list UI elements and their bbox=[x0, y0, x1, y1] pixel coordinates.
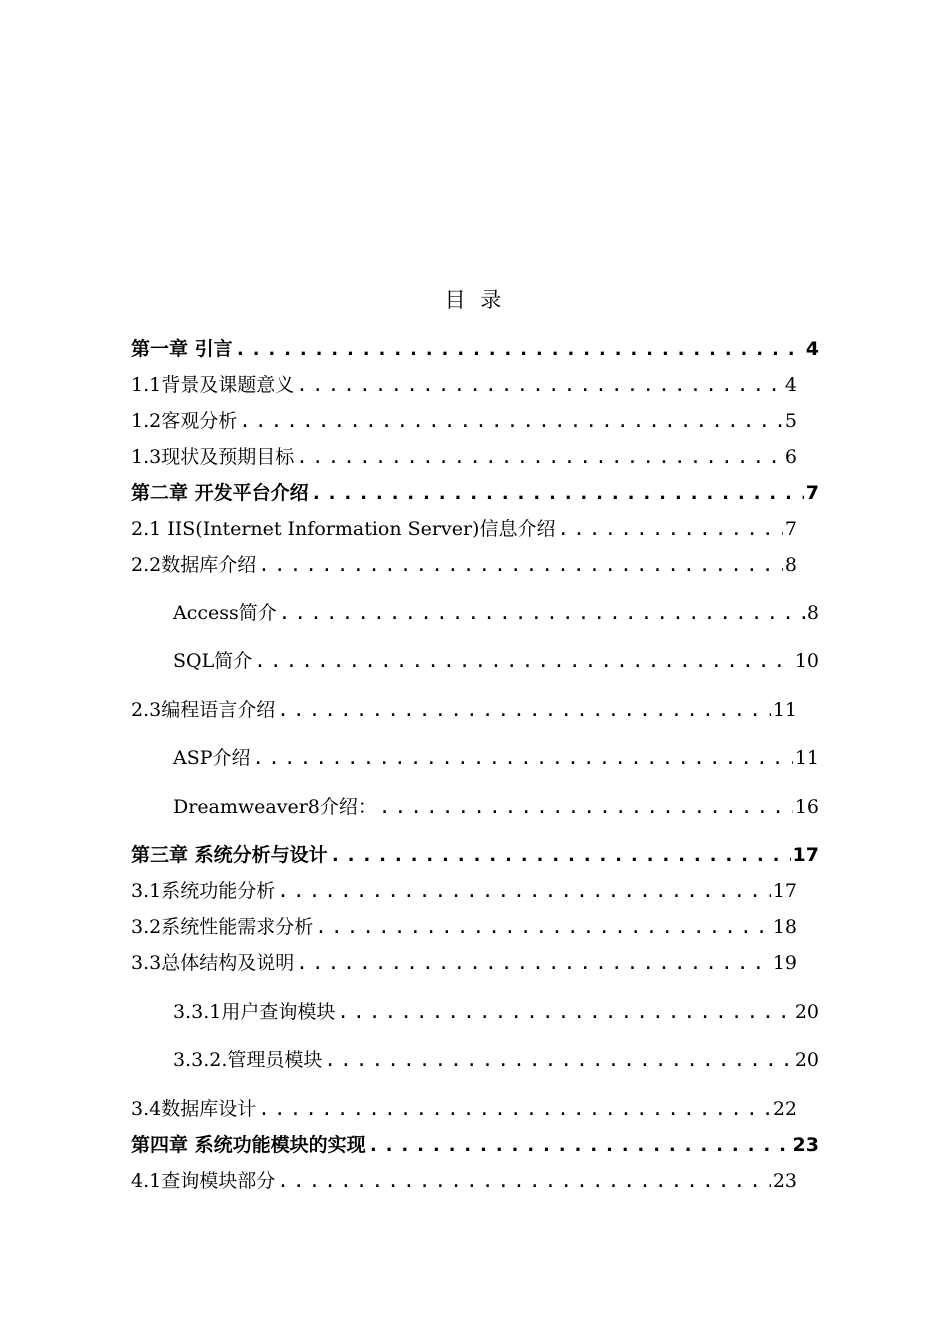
toc-entry-page: 17 bbox=[792, 844, 819, 866]
toc-entry-subsection[interactable] bbox=[173, 744, 819, 772]
dot-leader bbox=[379, 793, 793, 821]
dot-leader bbox=[337, 998, 792, 1026]
toc-entry-label: 1.1背景及课题意义 bbox=[131, 374, 295, 396]
dot-leader bbox=[239, 407, 783, 435]
toc-entry-label: Access简介 bbox=[173, 602, 277, 624]
toc-entry-label: 1.3现状及预期目标 bbox=[131, 446, 295, 468]
toc-entry-label: SQL简介 bbox=[173, 650, 253, 672]
toc-entry-section[interactable] bbox=[131, 696, 797, 724]
toc-entry-section[interactable] bbox=[131, 949, 797, 977]
toc-entry-label: 3.3.1用户查询模块 bbox=[173, 1001, 336, 1023]
dot-leader bbox=[311, 479, 804, 507]
toc-entry-subsection[interactable] bbox=[173, 647, 819, 675]
toc-title: 目 录 bbox=[444, 288, 506, 312]
toc-entry-page: 19 bbox=[772, 952, 797, 974]
toc-entry-label: 2.3编程语言介绍 bbox=[131, 699, 276, 721]
toc-entry-label: 第二章 开发平台介绍 bbox=[131, 482, 309, 504]
dot-leader bbox=[330, 841, 791, 869]
toc-entry-chapter[interactable] bbox=[131, 479, 819, 507]
toc-entry-page: 23 bbox=[772, 1170, 797, 1192]
dot-leader bbox=[258, 1095, 771, 1123]
toc-entry-chapter[interactable] bbox=[131, 335, 819, 363]
toc-entry-label: Dreamweaver8介绍： bbox=[173, 796, 377, 818]
toc-entry-label: 2.2数据库介绍 bbox=[131, 554, 257, 576]
toc-entry-label: ASP介绍 bbox=[173, 747, 251, 769]
dot-leader bbox=[258, 551, 783, 579]
toc-entry-subsection[interactable] bbox=[173, 1046, 819, 1074]
dot-leader bbox=[296, 371, 783, 399]
toc-entry-label: 4.1查询模块部分 bbox=[131, 1170, 276, 1192]
toc-entry-chapter[interactable] bbox=[131, 841, 819, 869]
toc-entry-section[interactable] bbox=[131, 1095, 797, 1123]
dot-leader bbox=[324, 1046, 792, 1074]
toc-entry-chapter[interactable] bbox=[131, 1131, 819, 1159]
toc-entry-page: 8 bbox=[806, 602, 819, 624]
toc-entry-label: 3.4数据库设计 bbox=[131, 1098, 257, 1120]
dot-leader bbox=[235, 335, 804, 363]
toc-entry-section[interactable] bbox=[131, 1167, 797, 1195]
toc-entry-page: 10 bbox=[794, 650, 819, 672]
toc-entry-page: 18 bbox=[772, 916, 797, 938]
toc-entry-label: 第三章 系统分析与设计 bbox=[131, 844, 328, 866]
dot-leader bbox=[253, 744, 793, 772]
toc-entry-page: 16 bbox=[794, 796, 819, 818]
dot-leader bbox=[279, 599, 805, 627]
toc-entry-label: 3.2系统性能需求分析 bbox=[131, 916, 314, 938]
toc-entry-page: 6 bbox=[784, 446, 797, 468]
toc-entry-label: 3.3总体结构及说明 bbox=[131, 952, 295, 974]
toc-entry-page: 20 bbox=[794, 1001, 819, 1023]
toc-entry-section[interactable] bbox=[131, 443, 797, 471]
toc-entry-label: 2.1 IIS(Internet Information Server)信息介绍 bbox=[131, 518, 556, 540]
dot-leader bbox=[277, 877, 771, 905]
dot-leader bbox=[254, 647, 793, 675]
dot-leader bbox=[296, 949, 771, 977]
dot-leader bbox=[315, 913, 771, 941]
toc-entry-subsection[interactable] bbox=[173, 599, 819, 627]
toc-entry-section[interactable] bbox=[131, 515, 797, 543]
toc-entry-page: 7 bbox=[805, 482, 819, 504]
toc-entry-subsection[interactable] bbox=[173, 998, 819, 1026]
toc-entry-subsection[interactable] bbox=[173, 793, 819, 821]
toc-entry-page: 4 bbox=[784, 374, 797, 396]
dot-leader bbox=[277, 696, 771, 724]
toc-entry-section[interactable] bbox=[131, 913, 797, 941]
toc-entry-label: 1.2客观分析 bbox=[131, 410, 238, 432]
toc-entry-page: 23 bbox=[792, 1134, 819, 1156]
toc-entry-page: 17 bbox=[772, 880, 797, 902]
toc-entry-section[interactable] bbox=[131, 551, 797, 579]
toc-entry-page: 20 bbox=[794, 1049, 819, 1071]
toc-entry-label: 第一章 引言 bbox=[131, 338, 233, 360]
toc-entry-page: 22 bbox=[772, 1098, 797, 1120]
toc-entry-section[interactable] bbox=[131, 371, 797, 399]
toc-entry-page: 11 bbox=[794, 747, 819, 769]
toc-entry-page: 7 bbox=[784, 518, 797, 540]
dot-leader bbox=[296, 443, 783, 471]
dot-leader bbox=[277, 1167, 771, 1195]
toc-entry-section[interactable] bbox=[131, 877, 797, 905]
toc-entry-section[interactable] bbox=[131, 407, 797, 435]
toc-entry-label: 第四章 系统功能模块的实现 bbox=[131, 1134, 366, 1156]
toc-entry-page: 11 bbox=[772, 699, 797, 721]
toc-entry-page: 4 bbox=[805, 338, 819, 360]
toc-entry-page: 5 bbox=[784, 410, 797, 432]
dot-leader bbox=[368, 1131, 791, 1159]
toc-entry-label: 3.1系统功能分析 bbox=[131, 880, 276, 902]
toc-entry-page: 8 bbox=[784, 554, 797, 576]
dot-leader bbox=[557, 515, 782, 543]
toc-entry-label: 3.3.2.管理员模块 bbox=[173, 1049, 323, 1071]
